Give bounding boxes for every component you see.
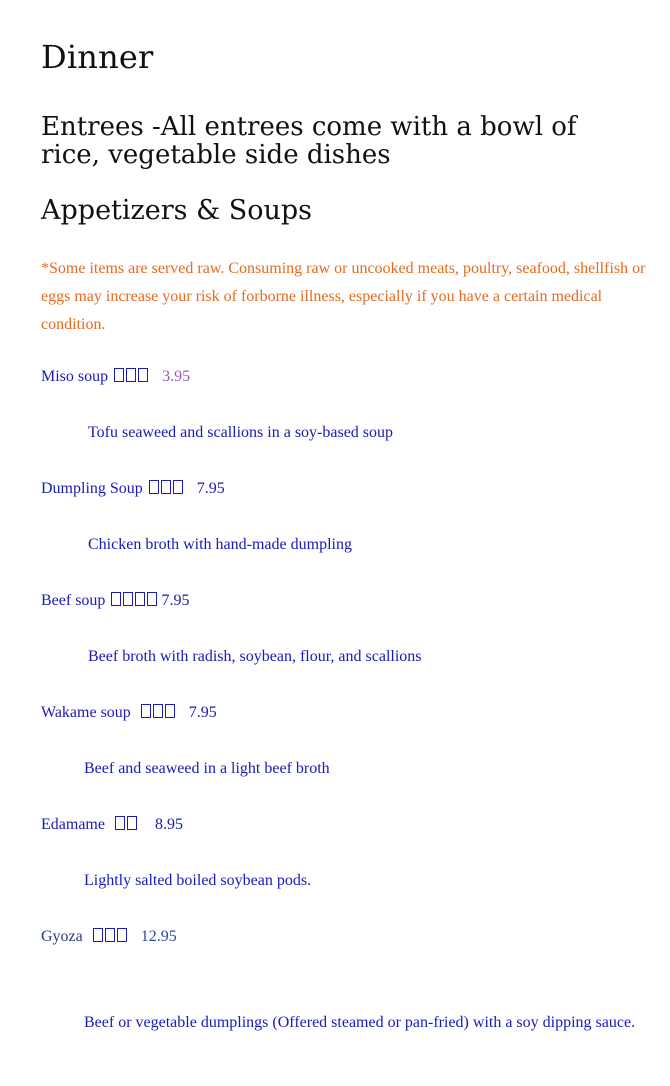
kanji-glyphs-icon [149,480,185,498]
item-price: 7.95 [196,480,225,497]
item-description: Beef broth with radish, soybean, flour, and scallions [88,648,422,665]
menu-item-edamame [41,816,183,834]
item-description: Beef and seaweed in a light beef broth [84,760,330,777]
kanji-glyphs-icon [111,592,159,610]
menu-item-wakame-soup [41,704,217,722]
page-title: Dinner [41,38,154,76]
item-name: Wakame soup [41,704,131,721]
item-name: Miso soup [41,368,109,385]
item-name: Gyoza [41,928,83,945]
item-description: Chicken broth with hand-made dumpling [88,536,352,553]
kanji-glyphs-icon [115,816,139,834]
appetizers-heading: Appetizers & Soups [41,195,312,226]
item-description: Tofu seaweed and scallions in a soy-based soup [88,424,394,441]
item-description: Beef or vegetable dumplings (Offered steamed or pan-fried) with a soy dipping sauce. [84,1014,636,1031]
item-price: 8.95 [154,816,183,833]
item-price: 3.95 [162,368,191,385]
item-price: 7.95 [188,704,217,721]
kanji-glyphs-icon [141,704,177,722]
kanji-glyphs-icon [93,928,129,946]
raw-food-warning: *Some items are served raw. Consuming raw or uncooked meats, poultry, seafood, shellfish or eggs may increase your risk of forborne illness, especially if you have a certain medical condition. [41,260,646,333]
item-price: 12.95 [140,928,177,945]
menu-item-gyoza [41,928,177,946]
item-name: Edamame [41,816,105,833]
kanji-glyphs-icon [114,368,150,386]
entrees-heading: Entrees -All entrees come with a bowl of rice, vegetable side dishes [41,112,577,170]
item-name: Beef soup [41,592,106,609]
item-description: Lightly salted boiled soybean pods. [84,872,312,889]
item-price: 7.95 [161,592,190,609]
menu-item-miso-soup [41,368,190,386]
menu-item-dumpling-soup [41,480,225,498]
item-name: Dumpling Soup [41,480,143,497]
menu-item-beef-soup [41,592,189,610]
